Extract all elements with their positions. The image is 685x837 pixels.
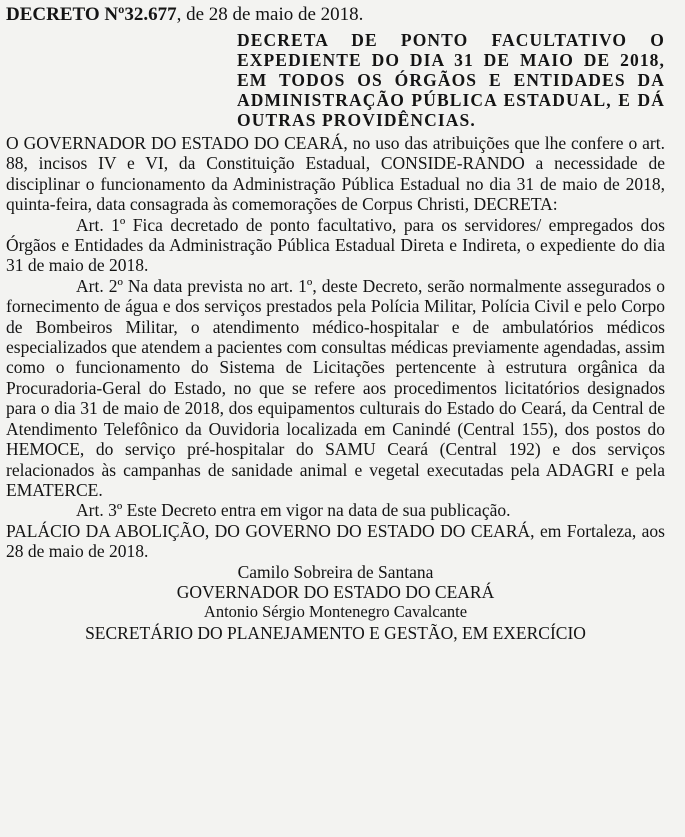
signatory-2-name: Antonio Sérgio Montenegro Cavalcante	[203, 602, 468, 622]
decree-body	[6, 133, 665, 562]
ementa-text: DECRETA DE PONTO FACULTATIVO O EXPEDIENTE DO DIA 31 DE MAIO DE 2018, EM TODOS OS ÓRGÃOS E ENTIDADES DA ADMINISTRAÇÃO PÚBLICA ESTADUAL, E DÁ OUTRAS PROVIDÊNCIAS.	[237, 30, 665, 130]
preamble: O GOVERNADOR DO ESTADO DO CEARÁ, no uso das atribuições que lhe confere o art. 88, incisos IV e VI, da Constituição Estadual, CONSIDE-RANDO a necessidade de disciplinar o funcionamento da Administração Pública Estadual no dia 31 de maio de 2018, quinta-feira, data consagrada às comemorações de Corpus Christi, DECRETA:	[6, 133, 665, 215]
signature-block	[6, 562, 665, 644]
decree-ementa	[237, 30, 665, 130]
signatory-1-name: Camilo Sobreira de Santana	[237, 561, 434, 582]
closing-statement: PALÁCIO DA ABOLIÇÃO, DO GOVERNO DO ESTADO DO CEARÁ, em Fortaleza, aos 28 de maio de 2018.	[6, 520, 665, 562]
article-3: Art. 3º Este Decreto entra em vigor na data de sua publicação.	[76, 500, 511, 521]
article-1: Art. 1º Fica decretado de ponto facultativo, para os servidores/ empregados dos Órgãos e Entidades da Administração Pública Estadual Direta e Indireta, o expediente do dia 31 de maio de 2018.	[6, 214, 665, 276]
decree-header	[6, 4, 665, 26]
decree-number: DECRETO Nº32.677	[6, 4, 177, 25]
signatory-1-title: GOVERNADOR DO ESTADO DO CEARÁ	[176, 581, 495, 602]
article-2: Art. 2º Na data prevista no art. 1º, deste Decreto, serão normalmente assegurados o fornecimento de água e dos serviços prestados pela Polícia Militar, Polícia Civil e pelo Corpo de Bombeiros Militar, o atendimento médico-hospitalar e de ambulatórios médicos especializados que atendem a pacientes com consultas médicas previamente agendadas, assim como o funcionamento do Sistema de Licitações pertencente à estrutura orgânica da Procuradoria-Geral do Estado, no que se refere aos procedimentos licitatórios designados para o dia 31 de maio de 2018, dos equipamentos culturais do Estado do Ceará, da Central de Atendimento Telefônico da Ouvidoria localizada em Canindé (Central 155), dos postos do HEMOCE, do serviço pré-hospitalar do SAMU Ceará (Central 192) e dos serviços relacionados às campanhas de sanidade animal e vegetal executadas pela ADAGRI e pela EMATERCE.	[6, 275, 665, 500]
signatory-2-title: SECRETÁRIO DO PLANEJAMENTO E GESTÃO, EM EXERCÍCIO	[85, 622, 586, 643]
decree-date: , de 28 de maio de 2018.	[176, 4, 364, 25]
